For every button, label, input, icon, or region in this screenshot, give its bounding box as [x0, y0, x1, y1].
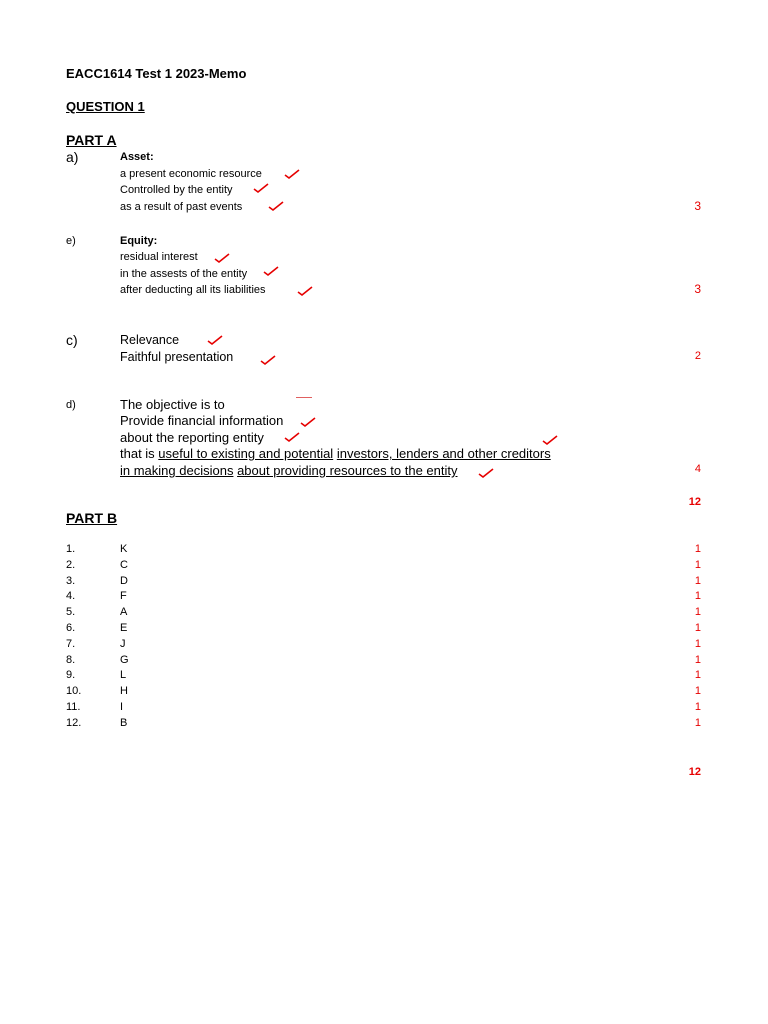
asset-line: as a result of past events [120, 201, 243, 213]
question-heading: QUESTION 1 [66, 99, 145, 114]
answer-number: 3. [66, 575, 76, 587]
answer-mark: 1 [694, 717, 701, 729]
mark-e: 3 [694, 282, 701, 296]
part-a-heading: PART A [66, 132, 117, 148]
part-b-heading: PART B [66, 510, 118, 526]
answer-number: 9. [66, 669, 76, 681]
answer-letter: J [120, 638, 126, 650]
answer-number: 4. [66, 590, 76, 602]
answer-letter: B [120, 717, 128, 729]
answer-letter: A [120, 606, 128, 618]
objective-line: Provide financial information [120, 413, 284, 428]
answer-mark: 1 [694, 575, 701, 587]
equity-heading: Equity: [120, 235, 158, 247]
answer-mark: 1 [694, 622, 701, 634]
item-c-label: c) [66, 332, 78, 348]
answer-number: 6. [66, 622, 76, 634]
check-mark-icon [284, 168, 300, 180]
item-a-label: a) [66, 149, 79, 165]
answer-number: 8. [66, 654, 76, 666]
qualitative-line: Relevance [120, 333, 180, 347]
check-mark-icon [268, 200, 284, 212]
equity-line: residual interest [120, 251, 198, 263]
answer-letter: E [120, 622, 128, 634]
answer-mark: 1 [694, 701, 701, 713]
asset-line: Controlled by the entity [120, 184, 233, 196]
check-mark-icon [214, 252, 230, 264]
answer-number: 12. [66, 717, 82, 729]
answer-mark: 1 [694, 669, 701, 681]
item-e-label: e) [66, 235, 76, 247]
check-mark-icon [542, 434, 558, 446]
answer-mark: 1 [694, 606, 701, 618]
answer-letter: G [120, 654, 129, 666]
answer-mark: 1 [694, 654, 701, 666]
asset-heading: Asset: [120, 151, 154, 163]
objective-line [120, 463, 458, 478]
check-mark-icon [207, 334, 223, 346]
objective-line: The objective is to [120, 397, 225, 412]
answer-number: 7. [66, 638, 76, 650]
answer-number: 1. [66, 543, 76, 555]
check-mark-icon [284, 431, 300, 443]
mark-c: 2 [694, 350, 701, 362]
document-title: EACC1614 Test 1 2023-Memo [66, 66, 247, 81]
objective-underlined: about providing resources to the entity [237, 463, 458, 478]
answer-number: 11. [66, 701, 81, 713]
equity-line: after deducting all its liabilities [120, 284, 266, 296]
answer-letter: L [120, 669, 127, 681]
objective-text: that is [120, 446, 159, 461]
check-mark-icon [263, 265, 279, 277]
answer-mark: 1 [694, 590, 701, 602]
check-mark-icon [260, 354, 276, 366]
objective-underlined: useful to existing and potential [158, 446, 334, 461]
answer-number: 10. [66, 685, 82, 697]
answer-letter: D [120, 575, 128, 587]
dash-mark [296, 397, 312, 398]
answer-mark: 1 [694, 685, 701, 697]
check-mark-icon [253, 182, 269, 194]
objective-underlined: investors, lenders and other creditors [336, 446, 551, 461]
mark-d: 4 [694, 463, 701, 475]
asset-line: a present economic resource [120, 168, 262, 180]
answer-number: 2. [66, 559, 76, 571]
check-mark-icon [478, 467, 494, 479]
check-mark-icon [297, 285, 313, 297]
answer-letter: I [120, 701, 124, 713]
equity-line: in the assests of the entity [120, 268, 248, 280]
qualitative-line: Faithful presentation [120, 350, 234, 364]
part-b-total: 12 [688, 766, 701, 778]
answer-number: 5. [66, 606, 76, 618]
mark-a: 3 [694, 199, 701, 213]
check-mark-icon [300, 416, 316, 428]
item-d-label: d) [66, 399, 76, 411]
answer-letter: F [120, 590, 127, 602]
objective-line: about the reporting entity [120, 430, 264, 445]
answer-letter: C [120, 559, 128, 571]
answer-letter: H [120, 685, 128, 697]
answer-letter: K [120, 543, 128, 555]
objective-underlined: in making decisions [120, 463, 234, 478]
objective-line [120, 446, 551, 461]
answer-mark: 1 [694, 638, 701, 650]
answer-mark: 1 [694, 559, 701, 571]
part-a-total: 12 [688, 496, 701, 508]
answer-mark: 1 [694, 543, 701, 555]
